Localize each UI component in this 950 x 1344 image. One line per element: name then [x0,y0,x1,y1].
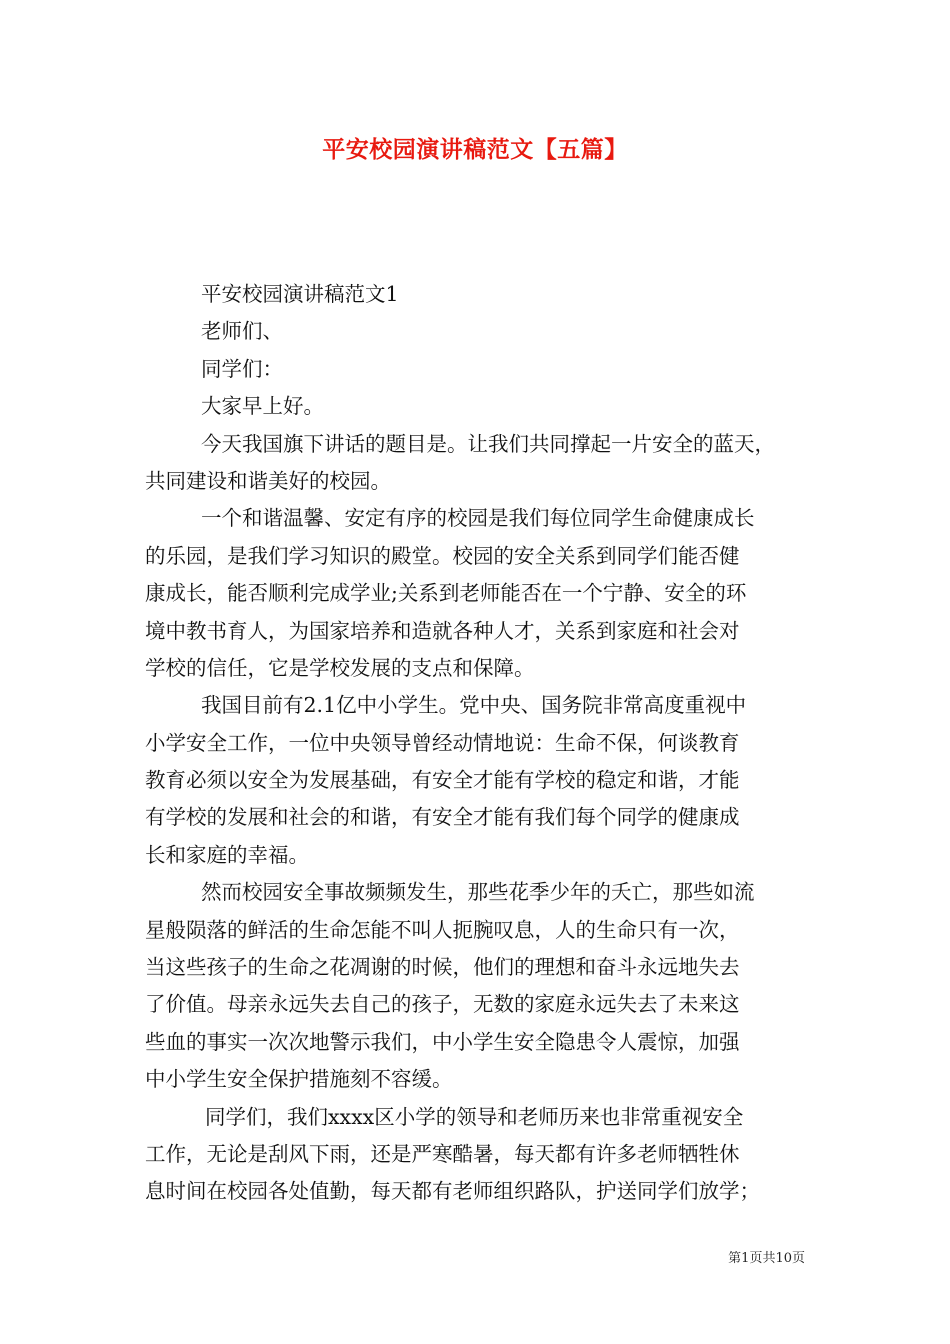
paragraph-line: 当这些孩子的生命之花凋谢的时候，他们的理想和奋斗永远地失去 [145,955,740,980]
paragraph-line: 息时间在校园各处值勤，每天都有老师组织路队，护送同学们放学； [145,1179,760,1204]
section-heading: 平安校园演讲稿范文1 [201,282,399,306]
salutation-line: 同学们： [201,356,283,381]
paragraph-line: 共同建设和谐美好的校园。 [145,468,391,493]
paragraph-line: 学校的信任，它是学校发展的支点和保障。 [145,655,535,680]
paragraph-line: 星般陨落的鲜活的生命怎能不叫人扼腕叹息，人的生命只有一次， [145,917,740,942]
paragraph-line: 了价值。母亲永远失去自己的孩子，无数的家庭永远失去了未来这 [145,992,740,1017]
document-title: 平安校园演讲稿范文【五篇】 [322,136,628,163]
paragraph-line: 有学校的发展和社会的和谐，有安全才能有我们每个同学的健康成 [145,805,740,830]
paragraph-line: 我国目前有2.1亿中小学生。党中央、国务院非常高度重视中 [201,693,747,718]
paragraph-line: 长和家庭的幸福。 [145,842,309,867]
paragraph-line: 些血的事实一次次地警示我们，中小学生安全隐患令人震惊，加强 [145,1029,740,1054]
paragraph-line: 今天我国旗下讲话的题目是。让我们共同撑起一片安全的蓝天， [201,431,775,456]
paragraph-line: 一个和谐温馨、安定有序的校园是我们每位同学生命健康成长 [201,506,755,531]
paragraph-line: 教育必须以安全为发展基础，有安全才能有学校的稳定和谐，才能 [145,768,740,793]
paragraph-line: 同学们，我们xxxx区小学的领导和老师历来也非常重视安全 [205,1104,744,1129]
paragraph-line: 小学安全工作，一位中央领导曾经动情地说：生命不保，何谈教育 [145,730,740,755]
page-number: 第1页共10页 [728,1251,805,1266]
document-body [145,276,810,1211]
paragraph-line: 中小学生安全保护措施刻不容缓。 [145,1067,453,1092]
salutation-line: 老师们、 [201,319,283,344]
paragraph-line: 然而校园安全事故频频发生，那些花季少年的夭亡，那些如流 [201,880,755,905]
paragraph-line: 的乐园，是我们学习知识的殿堂。校园的安全关系到同学们能否健 [145,543,740,568]
paragraph-line: 工作，无论是刮风下雨，还是严寒酷暑，每天都有许多老师牺牲休 [145,1141,740,1166]
paragraph-line: 境中教书育人，为国家培养和造就各种人才，关系到家庭和社会对 [145,618,740,643]
paragraph-line: 康成长，能否顺利完成学业;关系到老师能否在一个宁静、安全的环 [145,581,747,606]
greeting-line: 大家早上好。 [201,394,324,419]
